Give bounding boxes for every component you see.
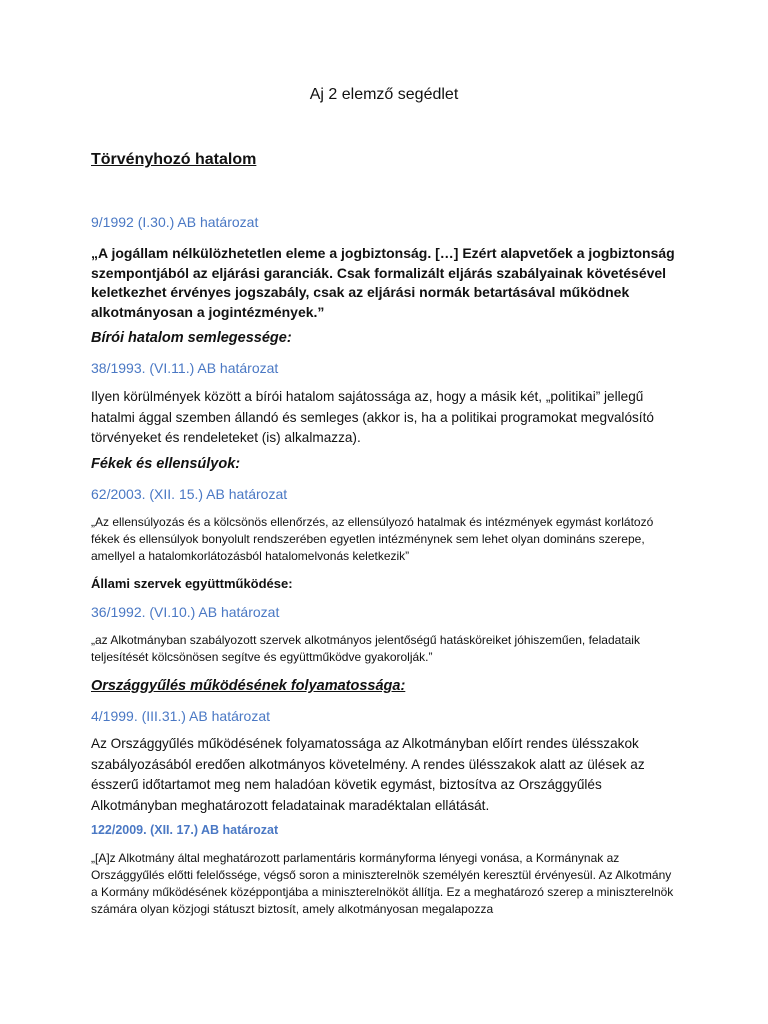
ruling-quote: „az Alkotmányban szabályozott szervek alkotmányos jelentőségű hatásköreiket jóhiszeműen, feladataik teljesítését kölcsönösen segítve és együttműködve gyakorolják.” xyxy=(91,633,640,664)
ruling-quote: „Az ellensúlyozás és a kölcsönös ellenőrzés, az ellensúlyozó hatalmak és intézmények egymást korlátozó fékek és ellensúlyok bonyolult rendszerében egyetlen intézménynek sem lehet olyan domináns szerepe, amellyel a hatalomkorlátozásból hatalomelvonás keletkezik” xyxy=(91,515,654,563)
subsection-heading: Állami szervek együttműködése: xyxy=(91,576,293,591)
section-heading: Törvényhozó hatalom xyxy=(91,151,257,168)
document-title: Aj 2 elemző segédlet xyxy=(309,86,459,103)
ruling-reference: 4/1999. (III.31.) AB határozat xyxy=(91,708,270,724)
ruling-quote: „A jogállam nélkülözhetetlen eleme a jogbiztonság. […] Ezért alapvetőek a jogbiztonság szempontjából az eljárási garanciák. Csak formalizált eljárás szabályainak követésével keletkezhet érvényes jogszabály, csak az eljárási normák betartásával működnek alkotmányosan a jogintézmények.” xyxy=(91,245,675,320)
ruling-reference: 122/2009. (XII. 17.) AB határozat xyxy=(91,823,279,837)
subsection-heading: Fékek és ellensúlyok: xyxy=(91,456,241,472)
ruling-quote: „[A]z Alkotmány által meghatározott parlamentáris kormányforma lényegi vonása, a Kormánynak az Országgyűlés előtti felelőssége, végső soron a miniszterelnök személyén keresztül érvényesül. Az Alkotmány a Kormány működésének középpontjába a miniszterelnököt állítja. Ez a meghatározó szerep a miniszterelnök számára olyan közjogi státuszt biztosít, amely alkotmányosan megalapozza xyxy=(91,851,674,916)
subsection-heading: Országgyűlés működésének folyamatossága: xyxy=(91,678,406,694)
ruling-text: Az Országgyűlés működésének folyamatossága az Alkotmányban előírt rendes ülésszakok szabályozásából eredően alkotmányos követelmény. A rendes ülésszakok alatt az ülések az ésszerű időtartamot meg nem haladóan követik egymást, biztosítva az Országgyűlés Alkotmányban meghatározott feladatainak maradéktalan ellátását. xyxy=(91,736,645,813)
ruling-text: Ilyen körülmények között a bírói hatalom sajátossága az, hogy a másik két, „politikai” jellegű hatalmi ággal szemben állandó és semleges (akkor is, ha a politikai programokat megvalósító törvényeket és rendeleteket (is) alkalmazza). xyxy=(91,389,654,445)
ruling-reference: 36/1992. (VI.10.) AB határozat xyxy=(91,604,280,620)
ruling-reference: 9/1992 (I.30.) AB határozat xyxy=(91,214,259,230)
ruling-reference: 62/2003. (XII. 15.) AB határozat xyxy=(91,486,288,502)
subsection-heading: Bírói hatalom semlegessége: xyxy=(91,330,292,346)
ruling-reference: 38/1993. (VI.11.) AB határozat xyxy=(91,360,279,376)
